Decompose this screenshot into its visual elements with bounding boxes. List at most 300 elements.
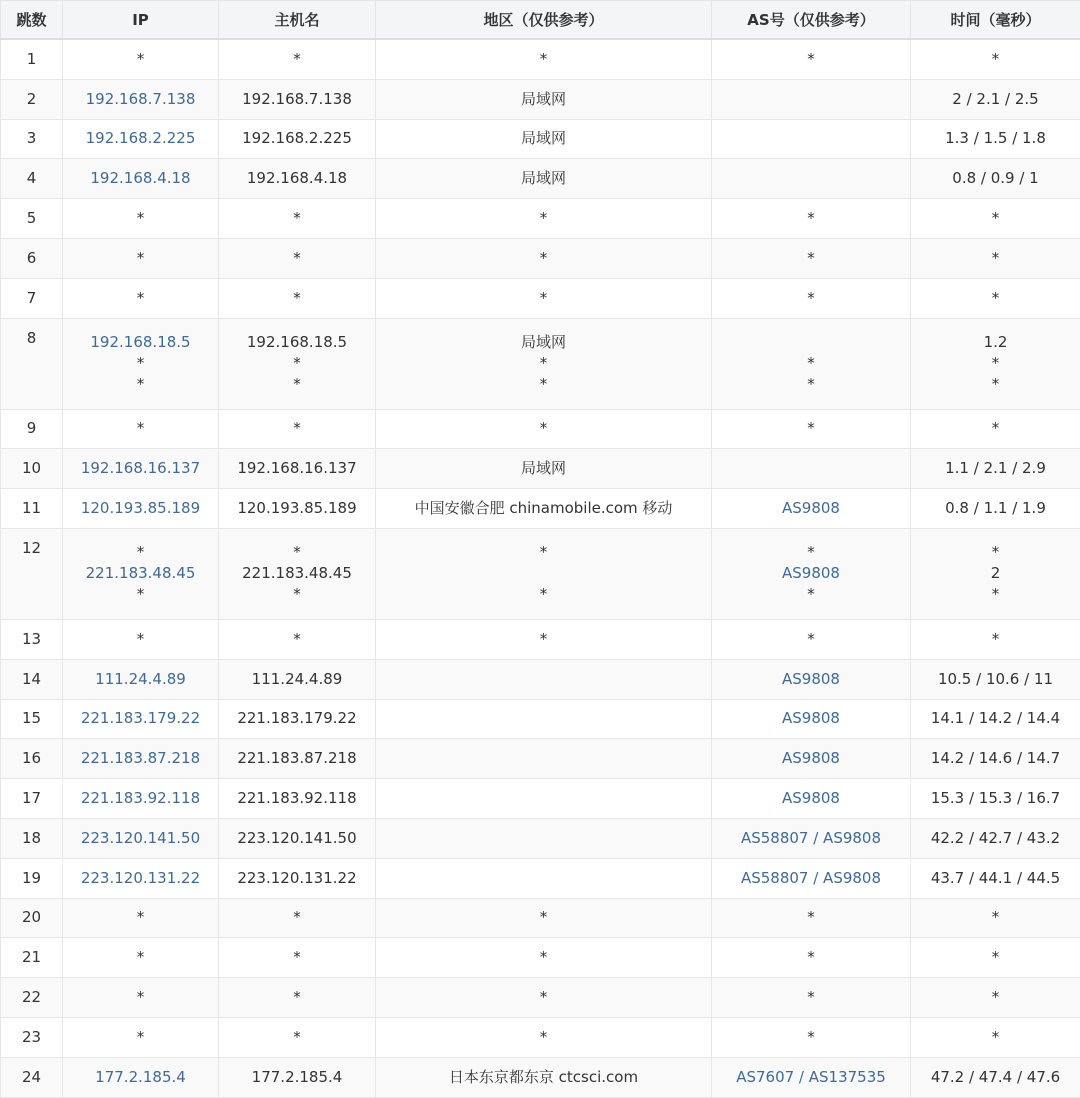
region-text: * <box>376 288 711 309</box>
as-number-link[interactable]: AS9808 <box>712 498 910 519</box>
as-text <box>712 458 910 479</box>
region-cell <box>376 79 712 119</box>
hostname-cell <box>219 489 376 529</box>
as-number-cell <box>712 39 911 79</box>
region-cell <box>376 409 712 449</box>
region-cell <box>376 199 712 239</box>
as-number-link[interactable]: AS9808 <box>712 669 910 690</box>
as-number-cell <box>712 449 911 489</box>
region-text <box>376 788 711 809</box>
region-cell <box>376 528 712 619</box>
region-cell <box>376 159 712 199</box>
region-text: 局域网 <box>376 89 711 110</box>
time-cell <box>911 489 1080 529</box>
as-number-link[interactable]: AS9808 <box>712 563 910 584</box>
region-text <box>376 563 711 584</box>
as-text: * <box>712 288 910 309</box>
as-text <box>712 332 910 353</box>
region-cell <box>376 898 712 938</box>
host-text: * <box>219 987 375 1008</box>
region-cell <box>376 818 712 858</box>
region-text <box>376 828 711 849</box>
ip-cell <box>63 199 219 239</box>
ip-text: * <box>63 288 218 309</box>
ip-link[interactable]: 221.183.92.118 <box>63 788 218 809</box>
region-text: * <box>376 987 711 1008</box>
hop-number-cell: 19 <box>1 858 63 898</box>
time-text: * <box>911 208 1080 229</box>
hop-number-cell: 3 <box>1 119 63 159</box>
time-text: 15.3 / 15.3 / 16.7 <box>911 788 1080 809</box>
as-number-link[interactable]: AS9808 <box>712 788 910 809</box>
host-text: * <box>219 374 375 395</box>
as-text <box>712 128 910 149</box>
header-hop: 跳数 <box>1 1 63 40</box>
as-number-cell <box>712 1017 911 1057</box>
region-text <box>376 669 711 690</box>
ip-cell <box>63 39 219 79</box>
time-text: * <box>911 947 1080 968</box>
host-text: 192.168.7.138 <box>219 89 375 110</box>
region-cell <box>376 619 712 659</box>
ip-cell <box>63 858 219 898</box>
region-text: 日本东京都东京 ctcsci.com <box>376 1067 711 1088</box>
time-text: 42.2 / 42.7 / 43.2 <box>911 828 1080 849</box>
region-cell <box>376 489 712 529</box>
ip-text: * <box>63 374 218 395</box>
host-text: * <box>219 353 375 374</box>
table-row <box>1 1057 1080 1097</box>
time-text: 1.3 / 1.5 / 1.8 <box>911 128 1080 149</box>
hop-number-cell: 2 <box>1 79 63 119</box>
as-number-cell <box>712 699 911 739</box>
time-cell <box>911 858 1080 898</box>
table-row <box>1 278 1080 318</box>
time-text: * <box>911 987 1080 1008</box>
table-row <box>1 159 1080 199</box>
as-number-cell <box>712 489 911 529</box>
ip-cell <box>63 489 219 529</box>
host-text: 192.168.4.18 <box>219 168 375 189</box>
as-number-link[interactable]: AS9808 <box>712 748 910 769</box>
hop-number-cell: 4 <box>1 159 63 199</box>
ip-cell <box>63 238 219 278</box>
region-cell <box>376 858 712 898</box>
ip-link[interactable]: 221.183.48.45 <box>63 563 218 584</box>
region-text: * <box>376 49 711 70</box>
region-cell <box>376 1057 712 1097</box>
host-text: * <box>219 542 375 563</box>
host-text: * <box>219 1027 375 1048</box>
time-cell <box>911 318 1080 409</box>
hostname-cell <box>219 528 376 619</box>
region-text: 局域网 <box>376 128 711 149</box>
hop-number-cell: 6 <box>1 238 63 278</box>
region-text: 局域网 <box>376 168 711 189</box>
ip-link[interactable]: 192.168.16.137 <box>63 458 218 479</box>
time-cell <box>911 449 1080 489</box>
as-number-cell <box>712 159 911 199</box>
hop-number-cell: 5 <box>1 199 63 239</box>
as-number-cell <box>712 79 911 119</box>
region-text: 局域网 <box>376 332 711 353</box>
time-text: 2 / 2.1 / 2.5 <box>911 89 1080 110</box>
as-number-cell <box>712 238 911 278</box>
ip-text: * <box>63 49 218 70</box>
time-text: * <box>911 353 1080 374</box>
region-text: * <box>376 353 711 374</box>
as-text: * <box>712 248 910 269</box>
time-cell <box>911 978 1080 1018</box>
as-number-link[interactable]: AS9808 <box>712 708 910 729</box>
table-row <box>1 318 1080 409</box>
table-row <box>1 1017 1080 1057</box>
table-row <box>1 449 1080 489</box>
host-text: * <box>219 584 375 605</box>
table-row <box>1 699 1080 739</box>
ip-cell <box>63 739 219 779</box>
host-text: 120.193.85.189 <box>219 498 375 519</box>
as-text: * <box>712 353 910 374</box>
hop-number-cell: 1 <box>1 39 63 79</box>
time-text: 1.2 <box>911 332 1080 353</box>
hostname-cell <box>219 409 376 449</box>
host-text: * <box>219 947 375 968</box>
as-number-link[interactable]: AS58807 / AS9808 <box>712 828 910 849</box>
region-text <box>376 708 711 729</box>
as-number-cell <box>712 898 911 938</box>
ip-cell <box>63 278 219 318</box>
time-cell <box>911 79 1080 119</box>
host-text: * <box>219 49 375 70</box>
time-cell <box>911 159 1080 199</box>
table-row <box>1 39 1080 79</box>
hostname-cell <box>219 739 376 779</box>
ip-cell <box>63 1057 219 1097</box>
ip-link[interactable]: 221.183.179.22 <box>63 708 218 729</box>
region-cell <box>376 119 712 159</box>
as-number-cell <box>712 528 911 619</box>
as-text <box>712 89 910 110</box>
time-cell <box>911 278 1080 318</box>
ip-text: * <box>63 353 218 374</box>
hop-number-cell: 7 <box>1 278 63 318</box>
host-text: 221.183.87.218 <box>219 748 375 769</box>
ip-text: * <box>63 947 218 968</box>
hostname-cell <box>219 938 376 978</box>
ip-link[interactable]: 177.2.185.4 <box>63 1067 218 1088</box>
ip-cell <box>63 449 219 489</box>
hostname-cell <box>219 818 376 858</box>
table-row <box>1 898 1080 938</box>
hostname-cell <box>219 659 376 699</box>
region-cell <box>376 978 712 1018</box>
region-cell <box>376 318 712 409</box>
time-text: 14.2 / 14.6 / 14.7 <box>911 748 1080 769</box>
ip-text: * <box>63 248 218 269</box>
region-cell <box>376 659 712 699</box>
hostname-cell <box>219 119 376 159</box>
hop-number-cell: 12 <box>1 528 63 619</box>
hop-number-cell: 15 <box>1 699 63 739</box>
hop-number-cell: 10 <box>1 449 63 489</box>
as-number-cell <box>712 278 911 318</box>
as-text: * <box>712 629 910 650</box>
ip-link[interactable]: 111.24.4.89 <box>63 669 218 690</box>
time-cell <box>911 699 1080 739</box>
table-row <box>1 238 1080 278</box>
region-cell <box>376 39 712 79</box>
table-row <box>1 938 1080 978</box>
hostname-cell <box>219 699 376 739</box>
hostname-cell <box>219 238 376 278</box>
host-text: * <box>219 418 375 439</box>
host-text: * <box>219 907 375 928</box>
ip-text: * <box>63 208 218 229</box>
time-cell <box>911 528 1080 619</box>
region-cell <box>376 278 712 318</box>
region-cell <box>376 779 712 819</box>
as-text: * <box>712 542 910 563</box>
ip-link[interactable]: 223.120.131.22 <box>63 868 218 889</box>
as-number-cell <box>712 818 911 858</box>
host-text: 177.2.185.4 <box>219 1067 375 1088</box>
as-number-cell <box>712 858 911 898</box>
region-text: * <box>376 248 711 269</box>
ip-text: * <box>63 418 218 439</box>
hostname-cell <box>219 449 376 489</box>
region-text: * <box>376 418 711 439</box>
as-number-cell <box>712 1057 911 1097</box>
region-cell <box>376 238 712 278</box>
hostname-cell <box>219 39 376 79</box>
table-row <box>1 528 1080 619</box>
table-header-row <box>1 1 1080 40</box>
hostname-cell <box>219 1017 376 1057</box>
as-text: * <box>712 987 910 1008</box>
time-cell <box>911 238 1080 278</box>
region-text: * <box>376 584 711 605</box>
as-number-cell <box>712 619 911 659</box>
hostname-cell <box>219 199 376 239</box>
region-cell <box>376 938 712 978</box>
ip-cell <box>63 119 219 159</box>
host-text: 192.168.16.137 <box>219 458 375 479</box>
ip-cell <box>63 1017 219 1057</box>
region-text: * <box>376 542 711 563</box>
hop-number-cell: 9 <box>1 409 63 449</box>
ip-cell <box>63 79 219 119</box>
hostname-cell <box>219 1057 376 1097</box>
hop-number-cell: 23 <box>1 1017 63 1057</box>
time-text: * <box>911 374 1080 395</box>
table-row <box>1 199 1080 239</box>
host-text: 221.183.92.118 <box>219 788 375 809</box>
time-text: 1.1 / 2.1 / 2.9 <box>911 458 1080 479</box>
as-text: * <box>712 584 910 605</box>
time-text: 47.2 / 47.4 / 47.6 <box>911 1067 1080 1088</box>
hop-number-cell: 22 <box>1 978 63 1018</box>
hostname-cell <box>219 779 376 819</box>
region-text: * <box>376 374 711 395</box>
ip-cell <box>63 659 219 699</box>
time-cell <box>911 779 1080 819</box>
table-row <box>1 739 1080 779</box>
hostname-cell <box>219 858 376 898</box>
as-number-cell <box>712 739 911 779</box>
header-time: 时间（毫秒） <box>911 1 1080 40</box>
hostname-cell <box>219 898 376 938</box>
hop-number-cell: 24 <box>1 1057 63 1097</box>
table-row <box>1 858 1080 898</box>
as-number-cell <box>712 938 911 978</box>
time-cell <box>911 119 1080 159</box>
header-hostname: 主机名 <box>219 1 376 40</box>
time-text: * <box>911 288 1080 309</box>
host-text: 192.168.18.5 <box>219 332 375 353</box>
region-text: 中国安徽合肥 chinamobile.com 移动 <box>376 498 711 519</box>
time-cell <box>911 898 1080 938</box>
hop-number-cell: 21 <box>1 938 63 978</box>
as-text: * <box>712 208 910 229</box>
time-text: * <box>911 542 1080 563</box>
time-text: 43.7 / 44.1 / 44.5 <box>911 868 1080 889</box>
table-row <box>1 409 1080 449</box>
table-row <box>1 619 1080 659</box>
time-cell <box>911 818 1080 858</box>
region-cell <box>376 1017 712 1057</box>
host-text: 192.168.2.225 <box>219 128 375 149</box>
hop-number-cell: 8 <box>1 318 63 409</box>
as-text <box>712 168 910 189</box>
header-ip: IP <box>63 1 219 40</box>
host-text: 223.120.131.22 <box>219 868 375 889</box>
region-text <box>376 748 711 769</box>
hop-number-cell: 20 <box>1 898 63 938</box>
time-cell <box>911 39 1080 79</box>
ip-cell <box>63 938 219 978</box>
time-text: * <box>911 629 1080 650</box>
table-body <box>1 39 1080 1097</box>
ip-cell <box>63 978 219 1018</box>
host-text: 223.120.141.50 <box>219 828 375 849</box>
as-text: * <box>712 947 910 968</box>
time-text: 0.8 / 1.1 / 1.9 <box>911 498 1080 519</box>
as-number-cell <box>712 659 911 699</box>
ip-text: * <box>63 907 218 928</box>
time-text: 0.8 / 0.9 / 1 <box>911 168 1080 189</box>
region-cell <box>376 699 712 739</box>
table-row <box>1 818 1080 858</box>
as-number-cell <box>712 119 911 159</box>
table-row <box>1 79 1080 119</box>
ip-cell <box>63 528 219 619</box>
ip-cell <box>63 779 219 819</box>
ip-link[interactable]: 120.193.85.189 <box>63 498 218 519</box>
region-text <box>376 868 711 889</box>
table-row <box>1 978 1080 1018</box>
ip-link[interactable]: 192.168.2.225 <box>63 128 218 149</box>
ip-text: * <box>63 542 218 563</box>
time-text: * <box>911 907 1080 928</box>
ip-cell <box>63 318 219 409</box>
region-text: 局域网 <box>376 458 711 479</box>
as-number-link[interactable]: AS7607 / AS137535 <box>712 1067 910 1088</box>
ip-link[interactable]: 192.168.18.5 <box>63 332 218 353</box>
region-text: * <box>376 907 711 928</box>
hop-number-cell: 18 <box>1 818 63 858</box>
ip-link[interactable]: 223.120.141.50 <box>63 828 218 849</box>
hop-number-cell: 17 <box>1 779 63 819</box>
time-cell <box>911 659 1080 699</box>
as-text: * <box>712 907 910 928</box>
as-number-cell <box>712 199 911 239</box>
hostname-cell <box>219 318 376 409</box>
region-cell <box>376 739 712 779</box>
ip-cell <box>63 159 219 199</box>
as-text: * <box>712 49 910 70</box>
host-text: 221.183.48.45 <box>219 563 375 584</box>
table-row <box>1 779 1080 819</box>
region-text: * <box>376 208 711 229</box>
ip-link[interactable]: 221.183.87.218 <box>63 748 218 769</box>
time-text: * <box>911 248 1080 269</box>
as-text: * <box>712 374 910 395</box>
time-cell <box>911 619 1080 659</box>
ip-link[interactable]: 192.168.4.18 <box>63 168 218 189</box>
table-row <box>1 659 1080 699</box>
ip-link[interactable]: 192.168.7.138 <box>63 89 218 110</box>
host-text: * <box>219 208 375 229</box>
ip-text: * <box>63 584 218 605</box>
header-region: 地区（仅供参考） <box>376 1 712 40</box>
time-text: * <box>911 584 1080 605</box>
host-text: 221.183.179.22 <box>219 708 375 729</box>
ip-cell <box>63 409 219 449</box>
region-cell <box>376 449 712 489</box>
ip-cell <box>63 898 219 938</box>
time-cell <box>911 938 1080 978</box>
hostname-cell <box>219 79 376 119</box>
region-text: * <box>376 947 711 968</box>
hop-number-cell: 13 <box>1 619 63 659</box>
as-number-cell <box>712 318 911 409</box>
as-text: * <box>712 418 910 439</box>
ip-cell <box>63 699 219 739</box>
host-text: * <box>219 629 375 650</box>
time-cell <box>911 199 1080 239</box>
ip-text: * <box>63 629 218 650</box>
host-text: * <box>219 288 375 309</box>
as-number-link[interactable]: AS58807 / AS9808 <box>712 868 910 889</box>
hop-number-cell: 11 <box>1 489 63 529</box>
time-cell <box>911 739 1080 779</box>
ip-cell <box>63 619 219 659</box>
hop-number-cell: 14 <box>1 659 63 699</box>
table-row <box>1 489 1080 529</box>
time-text: 14.1 / 14.2 / 14.4 <box>911 708 1080 729</box>
ip-cell <box>63 818 219 858</box>
table-row <box>1 119 1080 159</box>
hop-number-cell: 16 <box>1 739 63 779</box>
time-text: * <box>911 49 1080 70</box>
ip-text: * <box>63 987 218 1008</box>
as-text: * <box>712 1027 910 1048</box>
region-text: * <box>376 629 711 650</box>
region-text: * <box>376 1027 711 1048</box>
time-text: * <box>911 418 1080 439</box>
as-number-cell <box>712 409 911 449</box>
